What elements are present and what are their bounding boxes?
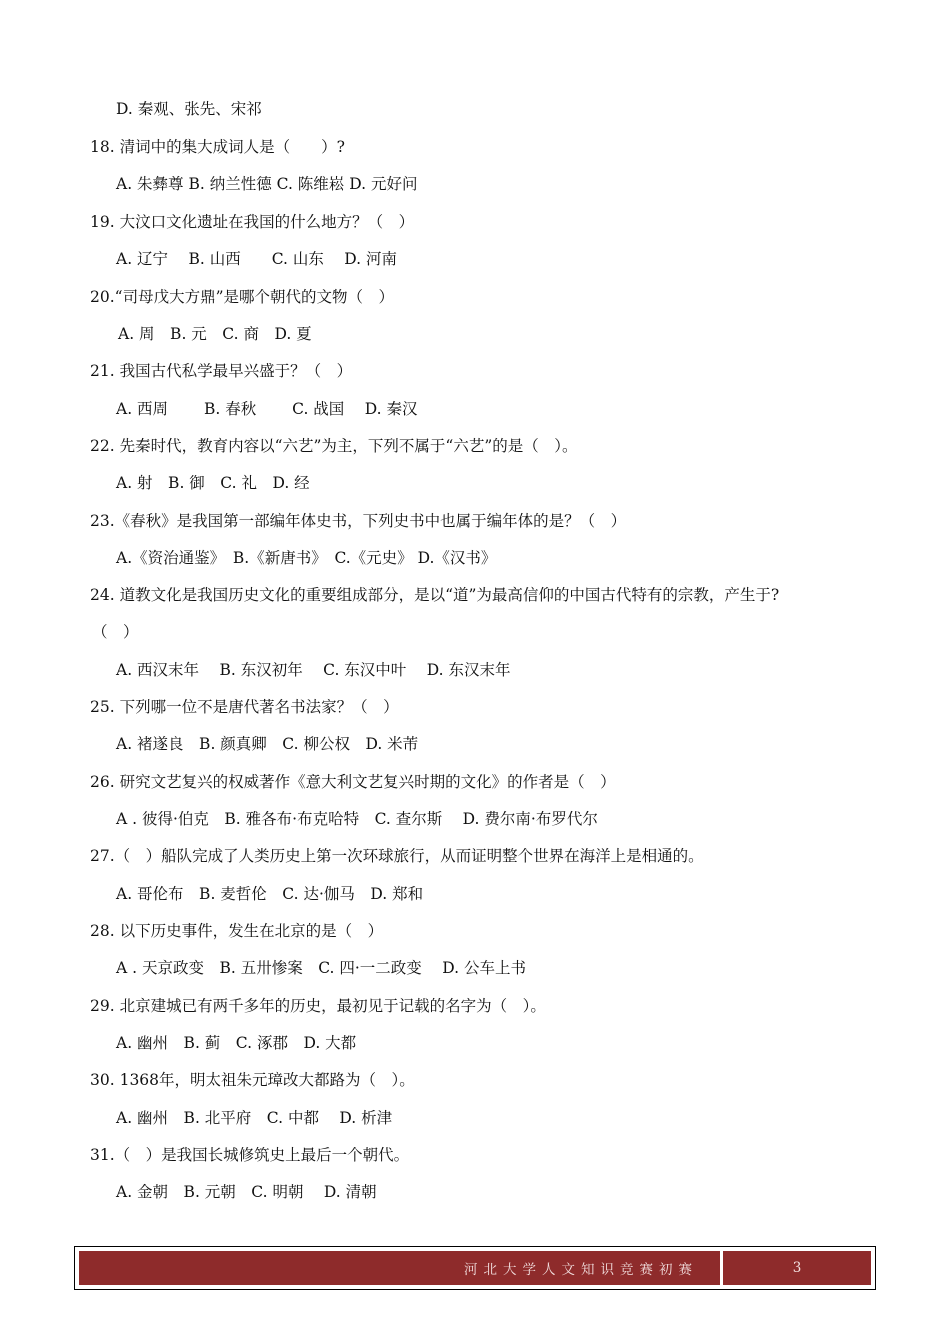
option-line-24: A. 西汉末年 B. 东汉初年 C. 东汉中叶 D. 东汉末年 xyxy=(116,661,511,679)
option-line-28: A . 天京政变 B. 五卅惨案 C. 四·一二政变 D. 公车上书 xyxy=(116,959,526,977)
question-25: 25. 下列哪一位不是唐代著名书法家？（ ） xyxy=(90,698,399,716)
question-27: 27.（ ）船队完成了人类历史上第一次环球旅行，从而证明整个世界在海洋上是相通的。 xyxy=(90,847,704,865)
question-19: 19. 大汶口文化遗址在我国的什么地方？（ ） xyxy=(90,213,415,231)
page-footer xyxy=(74,1246,876,1290)
question-22: 22. 先秦时代，教育内容以“六艺”为主，下列不属于“六艺”的是（ ）。 xyxy=(90,437,578,455)
option-line-23: A.《资治通鉴》 B.《新唐书》 C.《元史》 D.《汉书》 xyxy=(116,549,497,567)
option-line-19: A. 辽宁 B. 山西 C. 山东 D. 河南 xyxy=(116,250,398,268)
option-line-17: D. 秦观、张先、宋祁 xyxy=(116,100,262,118)
option-line-18: A. 朱彝尊 B. 纳兰性德 C. 陈维崧 D. 元好问 xyxy=(116,175,418,193)
option-line-21: A. 西周 B. 春秋 C. 战国 D. 秦汉 xyxy=(116,400,418,418)
option-line-31: A. 金朝 B. 元朝 C. 明朝 D. 清朝 xyxy=(116,1183,377,1201)
question-28: 28. 以下历史事件，发生在北京的是（ ） xyxy=(90,922,384,940)
question-23: 23.《春秋》是我国第一部编年体史书，下列史书中也属于编年体的是？（ ） xyxy=(90,512,627,530)
question-20: 20.“司母戊大方鼎”是哪个朝代的文物（ ） xyxy=(90,288,394,306)
question-24: 24. 道教文化是我国历史文化的重要组成部分，是以“道”为最高信仰的中国古代特有的宗教，产生于? xyxy=(90,586,780,604)
option-line-22: A. 射 B. 御 C. 礼 D. 经 xyxy=(116,474,310,492)
option-line-20: A. 周 B. 元 C. 商 D. 夏 xyxy=(118,325,312,343)
option-line-27: A. 哥伦布 B. 麦哲伦 C. 达·伽马 D. 郑和 xyxy=(116,885,424,903)
footer-title: 河北大学人文知识竞赛初赛 xyxy=(79,1251,720,1285)
option-line-25: A. 褚遂良 B. 颜真卿 C. 柳公权 D. 米芾 xyxy=(116,735,419,753)
option-line-30: A. 幽州 B. 北平府 C. 中都 D. 析津 xyxy=(116,1109,393,1127)
question-18: 18. 清词中的集大成词人是（ ）? xyxy=(90,138,345,156)
page-number: 3 xyxy=(723,1251,871,1285)
question-29: 29. 北京建城已有两千多年的历史，最初见于记载的名字为（ ）。 xyxy=(90,997,546,1015)
question-24-continued: （ ） xyxy=(92,623,139,641)
question-30: 30. 1368年，明太祖朱元璋改大都路为（ ）。 xyxy=(90,1071,415,1089)
option-line-26: A . 彼得·伯克 B. 雅各布·布克哈特 C. 查尔斯 D. 费尔南·布罗代尔 xyxy=(116,810,598,828)
question-31: 31.（ ）是我国长城修筑史上最后一个朝代。 xyxy=(90,1146,410,1164)
question-21: 21. 我国古代私学最早兴盛于？（ ） xyxy=(90,362,353,380)
question-26: 26. 研究文艺复兴的权威著作《意大利文艺复兴时期的文化》的作者是（ ） xyxy=(90,773,616,791)
option-line-29: A. 幽州 B. 蓟 C. 涿郡 D. 大都 xyxy=(116,1034,357,1052)
footer-band xyxy=(79,1251,871,1285)
